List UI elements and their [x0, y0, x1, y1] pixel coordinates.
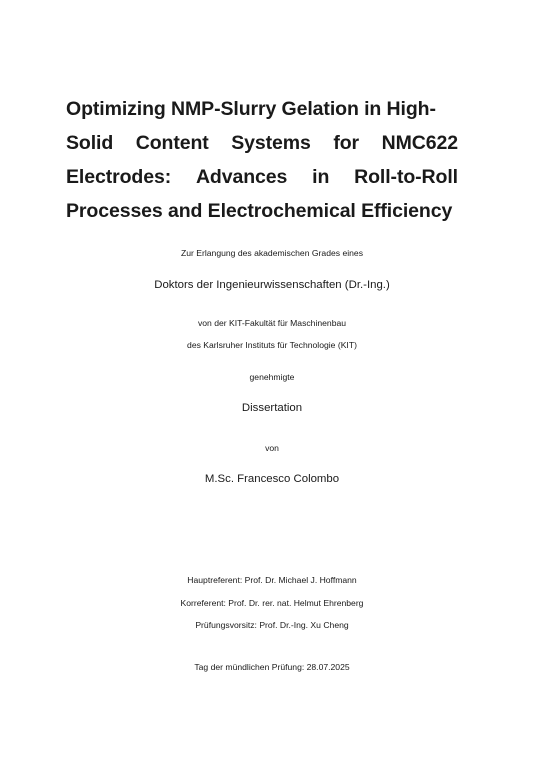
degree-name: Doktors der Ingenieurwissenschaften (Dr.-Ing.) [154, 279, 390, 291]
approved-line: genehmigte [249, 372, 295, 382]
exam-date: Tag der mündlichen Prüfung: 28.07.2025 [194, 662, 350, 672]
title-word: Advances [195, 166, 288, 188]
title-word: NMC622 [381, 132, 458, 154]
co-referee: Korreferent: Prof. Dr. rer. nat. Helmut Ehrenberg [180, 598, 364, 608]
faculty-line: von der KIT-Fakultät für Maschinenbau [197, 318, 347, 328]
document-type: Dissertation [241, 402, 303, 414]
institute-line: des Karlsruher Instituts für Technologie (KIT) [187, 340, 357, 350]
title-word: Solid [66, 132, 114, 154]
title-word: Electrodes: [66, 166, 172, 188]
title-word: in [312, 166, 330, 188]
title-line-1: Optimizing NMP-Slurry Gelation in High- [66, 98, 436, 120]
degree-intro: Zur Erlangung des akademischen Grades eines [180, 248, 363, 258]
by-line: von [265, 443, 279, 453]
thesis-title [66, 92, 458, 228]
main-referee: Hauptreferent: Prof. Dr. Michael J. Hoffmann [187, 575, 357, 585]
title-line-4: Processes and Electrochemical Efficiency [66, 200, 453, 222]
title-word: Systems [231, 132, 311, 154]
title-line-3 [66, 160, 458, 194]
title-line-2 [66, 126, 458, 160]
author-name: M.Sc. Francesco Colombo [204, 473, 340, 485]
committee-chair: Prüfungsvorsitz: Prof. Dr.-Ing. Xu Cheng [195, 620, 349, 630]
title-word: Roll-to-Roll [354, 166, 458, 188]
title-word: for [333, 132, 360, 154]
title-word: Content [135, 132, 209, 154]
